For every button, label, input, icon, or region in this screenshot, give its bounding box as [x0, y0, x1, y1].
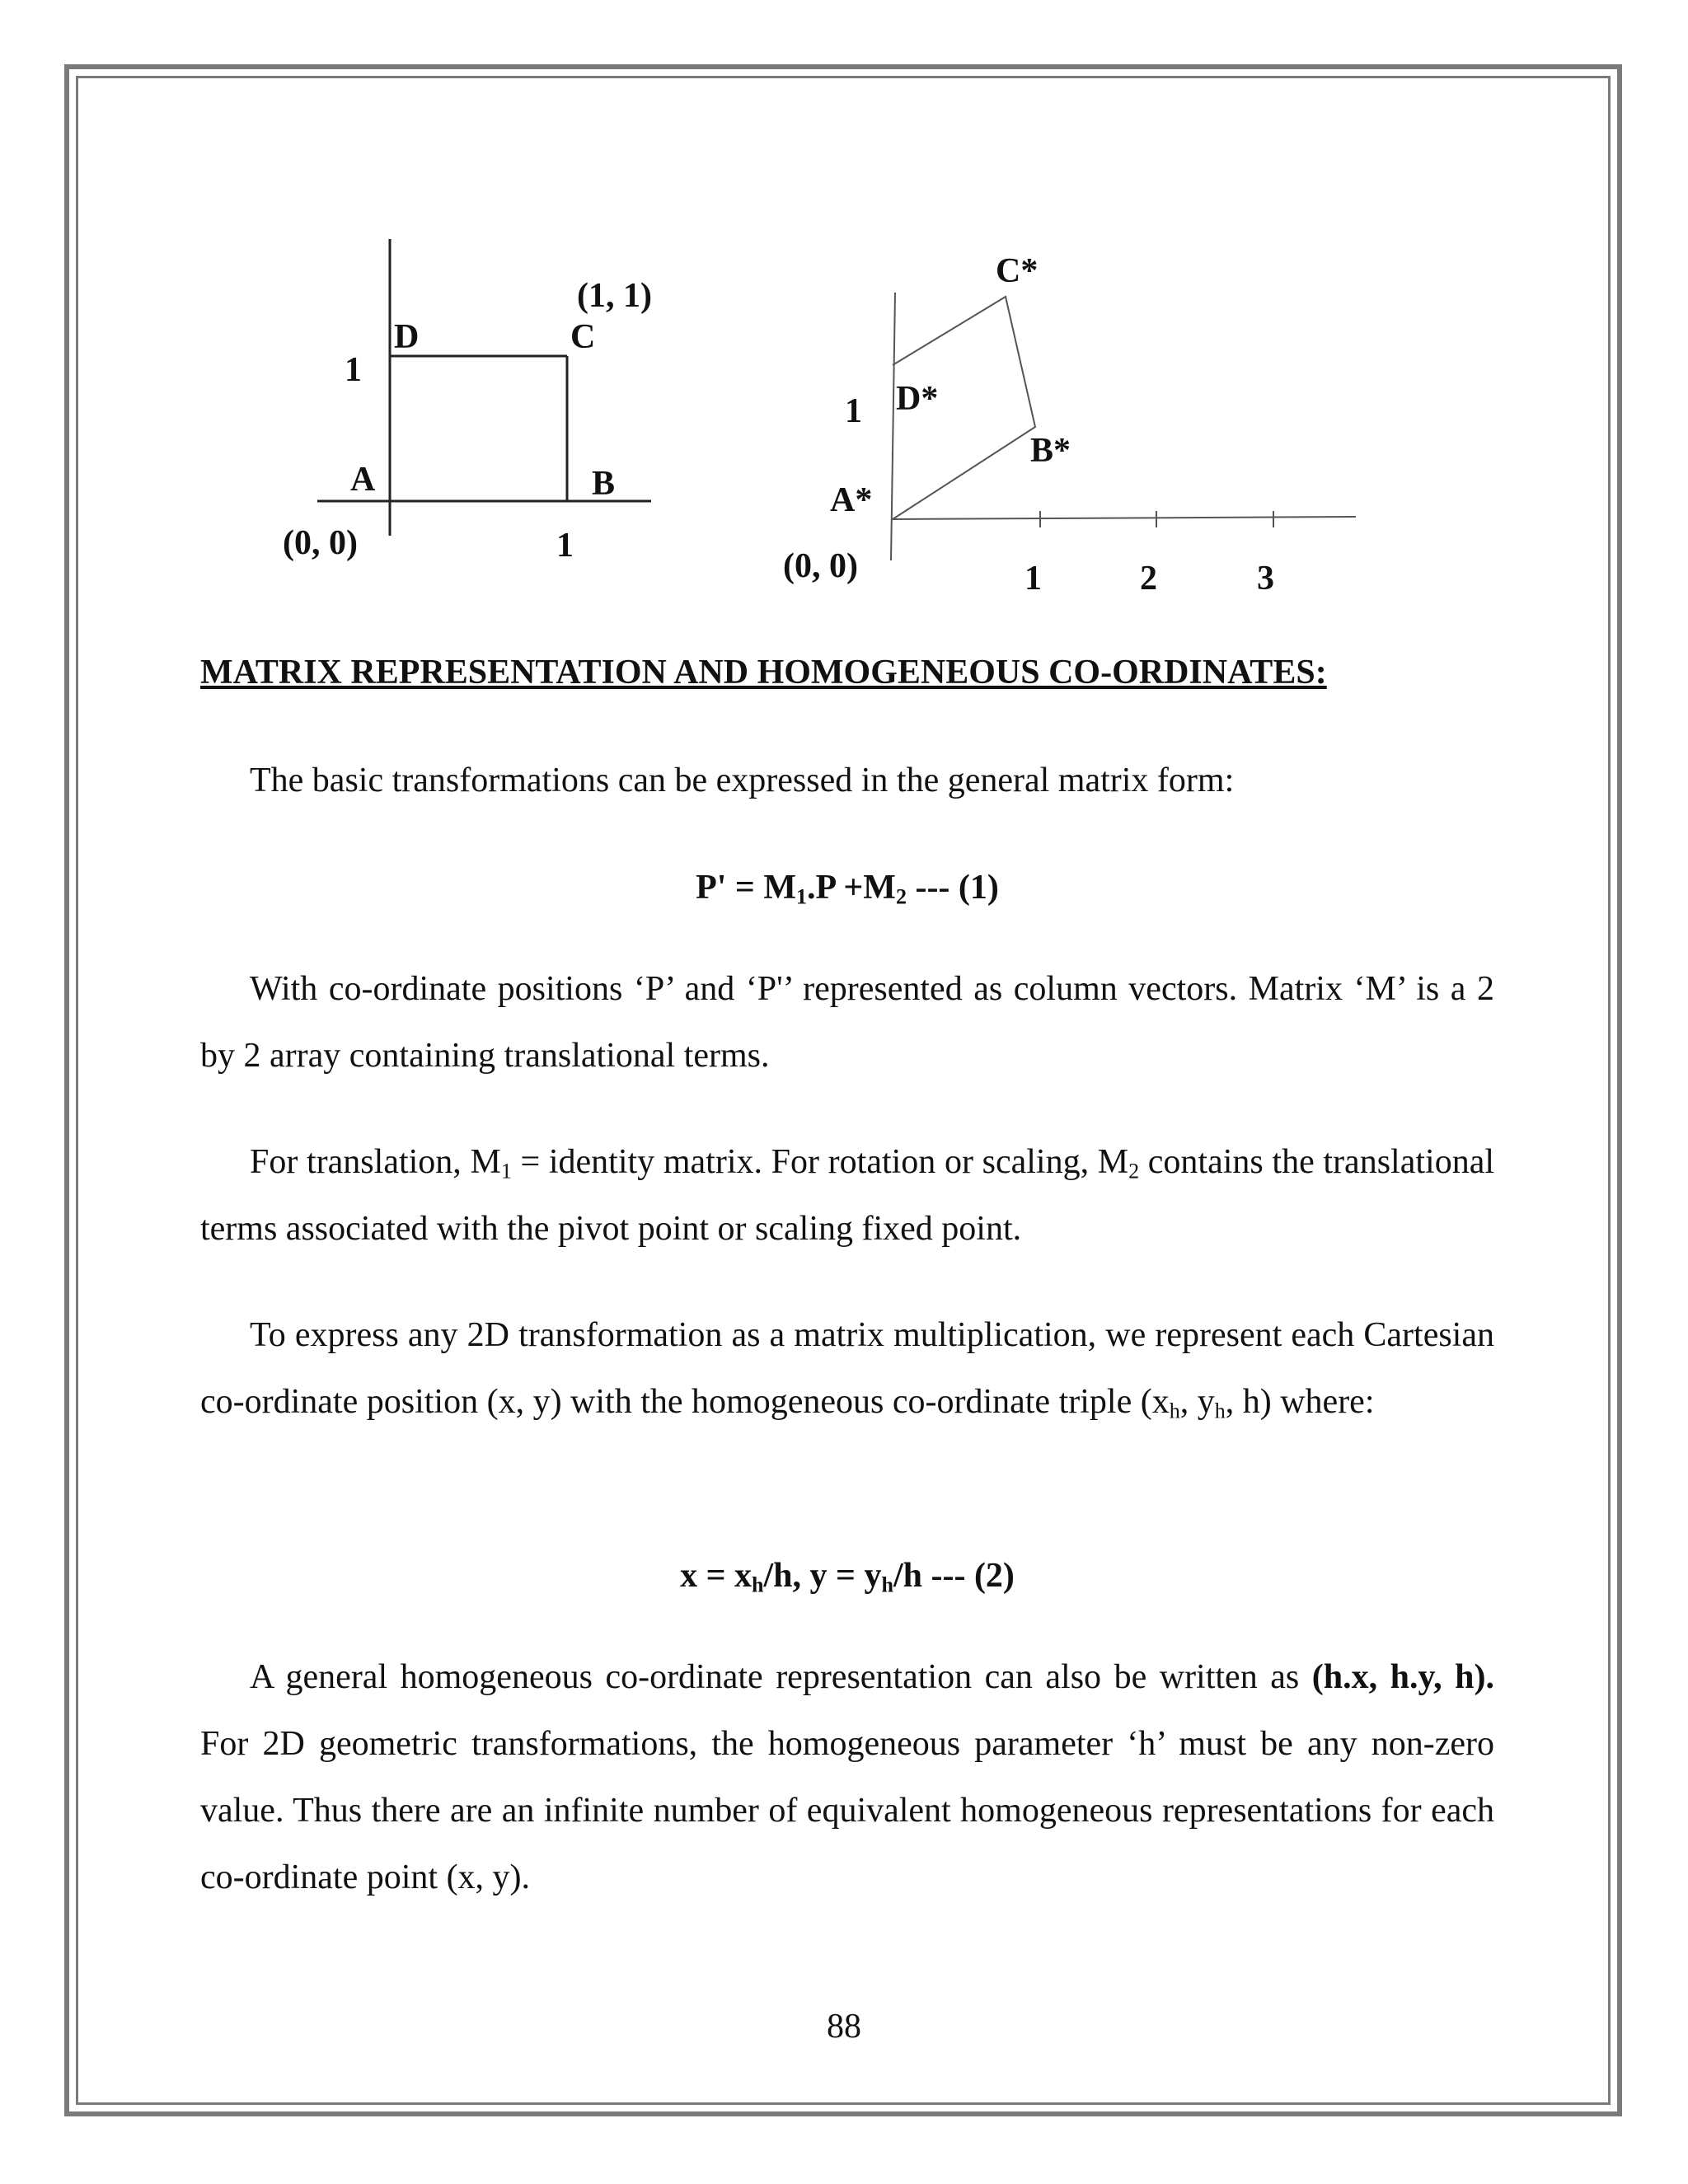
para3-sub2: 2 [1128, 1159, 1140, 1183]
x-axis-rotated [891, 517, 1356, 519]
eq1-dot-p: .P +M [807, 869, 896, 907]
para3-part3: contains the translational terms associated with the pivot point or scaling fixed point. [200, 1143, 1495, 1248]
eq2-part2: /h, y = y [763, 1557, 882, 1595]
label-b: B [592, 465, 616, 503]
para5-part2: For 2D geometric transformations, the homogeneous parameter ‘h’ must be any non-zero value. Thus there are an infinite number of equivalent homogeneous representations for each co-ordinate point (x, y). [200, 1725, 1494, 1896]
paragraph-intro: The basic transformations can be expressed in the general matrix form: [250, 762, 1235, 799]
tick-label-3: 3 [1257, 560, 1274, 598]
para4-sub2: h [1214, 1399, 1226, 1423]
label-b-star: B* [1030, 432, 1071, 470]
label-origin-star: (0, 0) [783, 547, 858, 585]
para4-part2: , y [1179, 1383, 1215, 1421]
equation-2 [200, 1556, 1494, 1596]
paragraph-homogeneous [200, 1302, 1494, 1436]
paragraph-translation [200, 1129, 1494, 1263]
paragraph-column-vectors: With co-ordinate positions ‘P’ and ‘P'’ represented as column vectors. Matrix ‘M’ is a 2 by 2 array containing translational terms. [200, 970, 1494, 1075]
eq1-sub1: 1 [796, 884, 808, 909]
eq1-sub2: 2 [895, 884, 907, 909]
page-number: 88 [827, 2008, 861, 2046]
label-d-star: D* [896, 380, 939, 418]
label-y-one: 1 [345, 351, 362, 389]
label-a: A [350, 461, 376, 499]
label-origin: (0, 0) [283, 524, 358, 562]
eq2-sub2: h [881, 1572, 893, 1597]
section-heading: MATRIX REPRESENTATION AND HOMOGENEOUS CO-ORDINATES: [200, 654, 1327, 691]
label-corner: (1, 1) [577, 277, 652, 315]
label-c-star: C* [996, 252, 1039, 290]
paragraph-general-representation [200, 1644, 1494, 1911]
para3-part2: = identity matrix. For rotation or scaling, M [511, 1143, 1129, 1181]
figure-transformed-shape [0, 0, 1688, 659]
label-x-one: 1 [556, 527, 574, 565]
eq1-p-prime: P' [696, 869, 727, 907]
eq1-tail: --- (1) [915, 869, 999, 907]
para4-sub1: h [1169, 1399, 1180, 1423]
label-d: D [394, 318, 420, 356]
para5-bold: (h.x, h.y, h). [1311, 1658, 1494, 1696]
para4-part3: , h) where: [1225, 1383, 1375, 1421]
y-axis-rotated [891, 293, 895, 560]
eq2-part1: x = x [680, 1557, 753, 1595]
label-c: C [570, 318, 596, 356]
para3-sub1: 1 [500, 1159, 512, 1183]
eq2-part3: /h --- (2) [893, 1557, 1015, 1595]
eq2-sub1: h [752, 1572, 764, 1597]
tick-label-1: 1 [1025, 560, 1042, 598]
equation-1 [200, 868, 1494, 907]
tick-label-2: 2 [1140, 560, 1157, 598]
label-y-one-star: 1 [845, 392, 862, 430]
para4-part1: To express any 2D transformation as a matrix multiplication, we represent each Cartesian co-ordinate position (x, y) with the homogeneous co-ordinate triple (x [200, 1316, 1494, 1421]
para5-part1: A general homogeneous co-ordinate representation can also be written as [250, 1658, 1312, 1696]
eq1-m: = M [734, 869, 796, 907]
label-a-star: A* [830, 481, 873, 519]
para3-part1: For translation, M [250, 1143, 501, 1181]
